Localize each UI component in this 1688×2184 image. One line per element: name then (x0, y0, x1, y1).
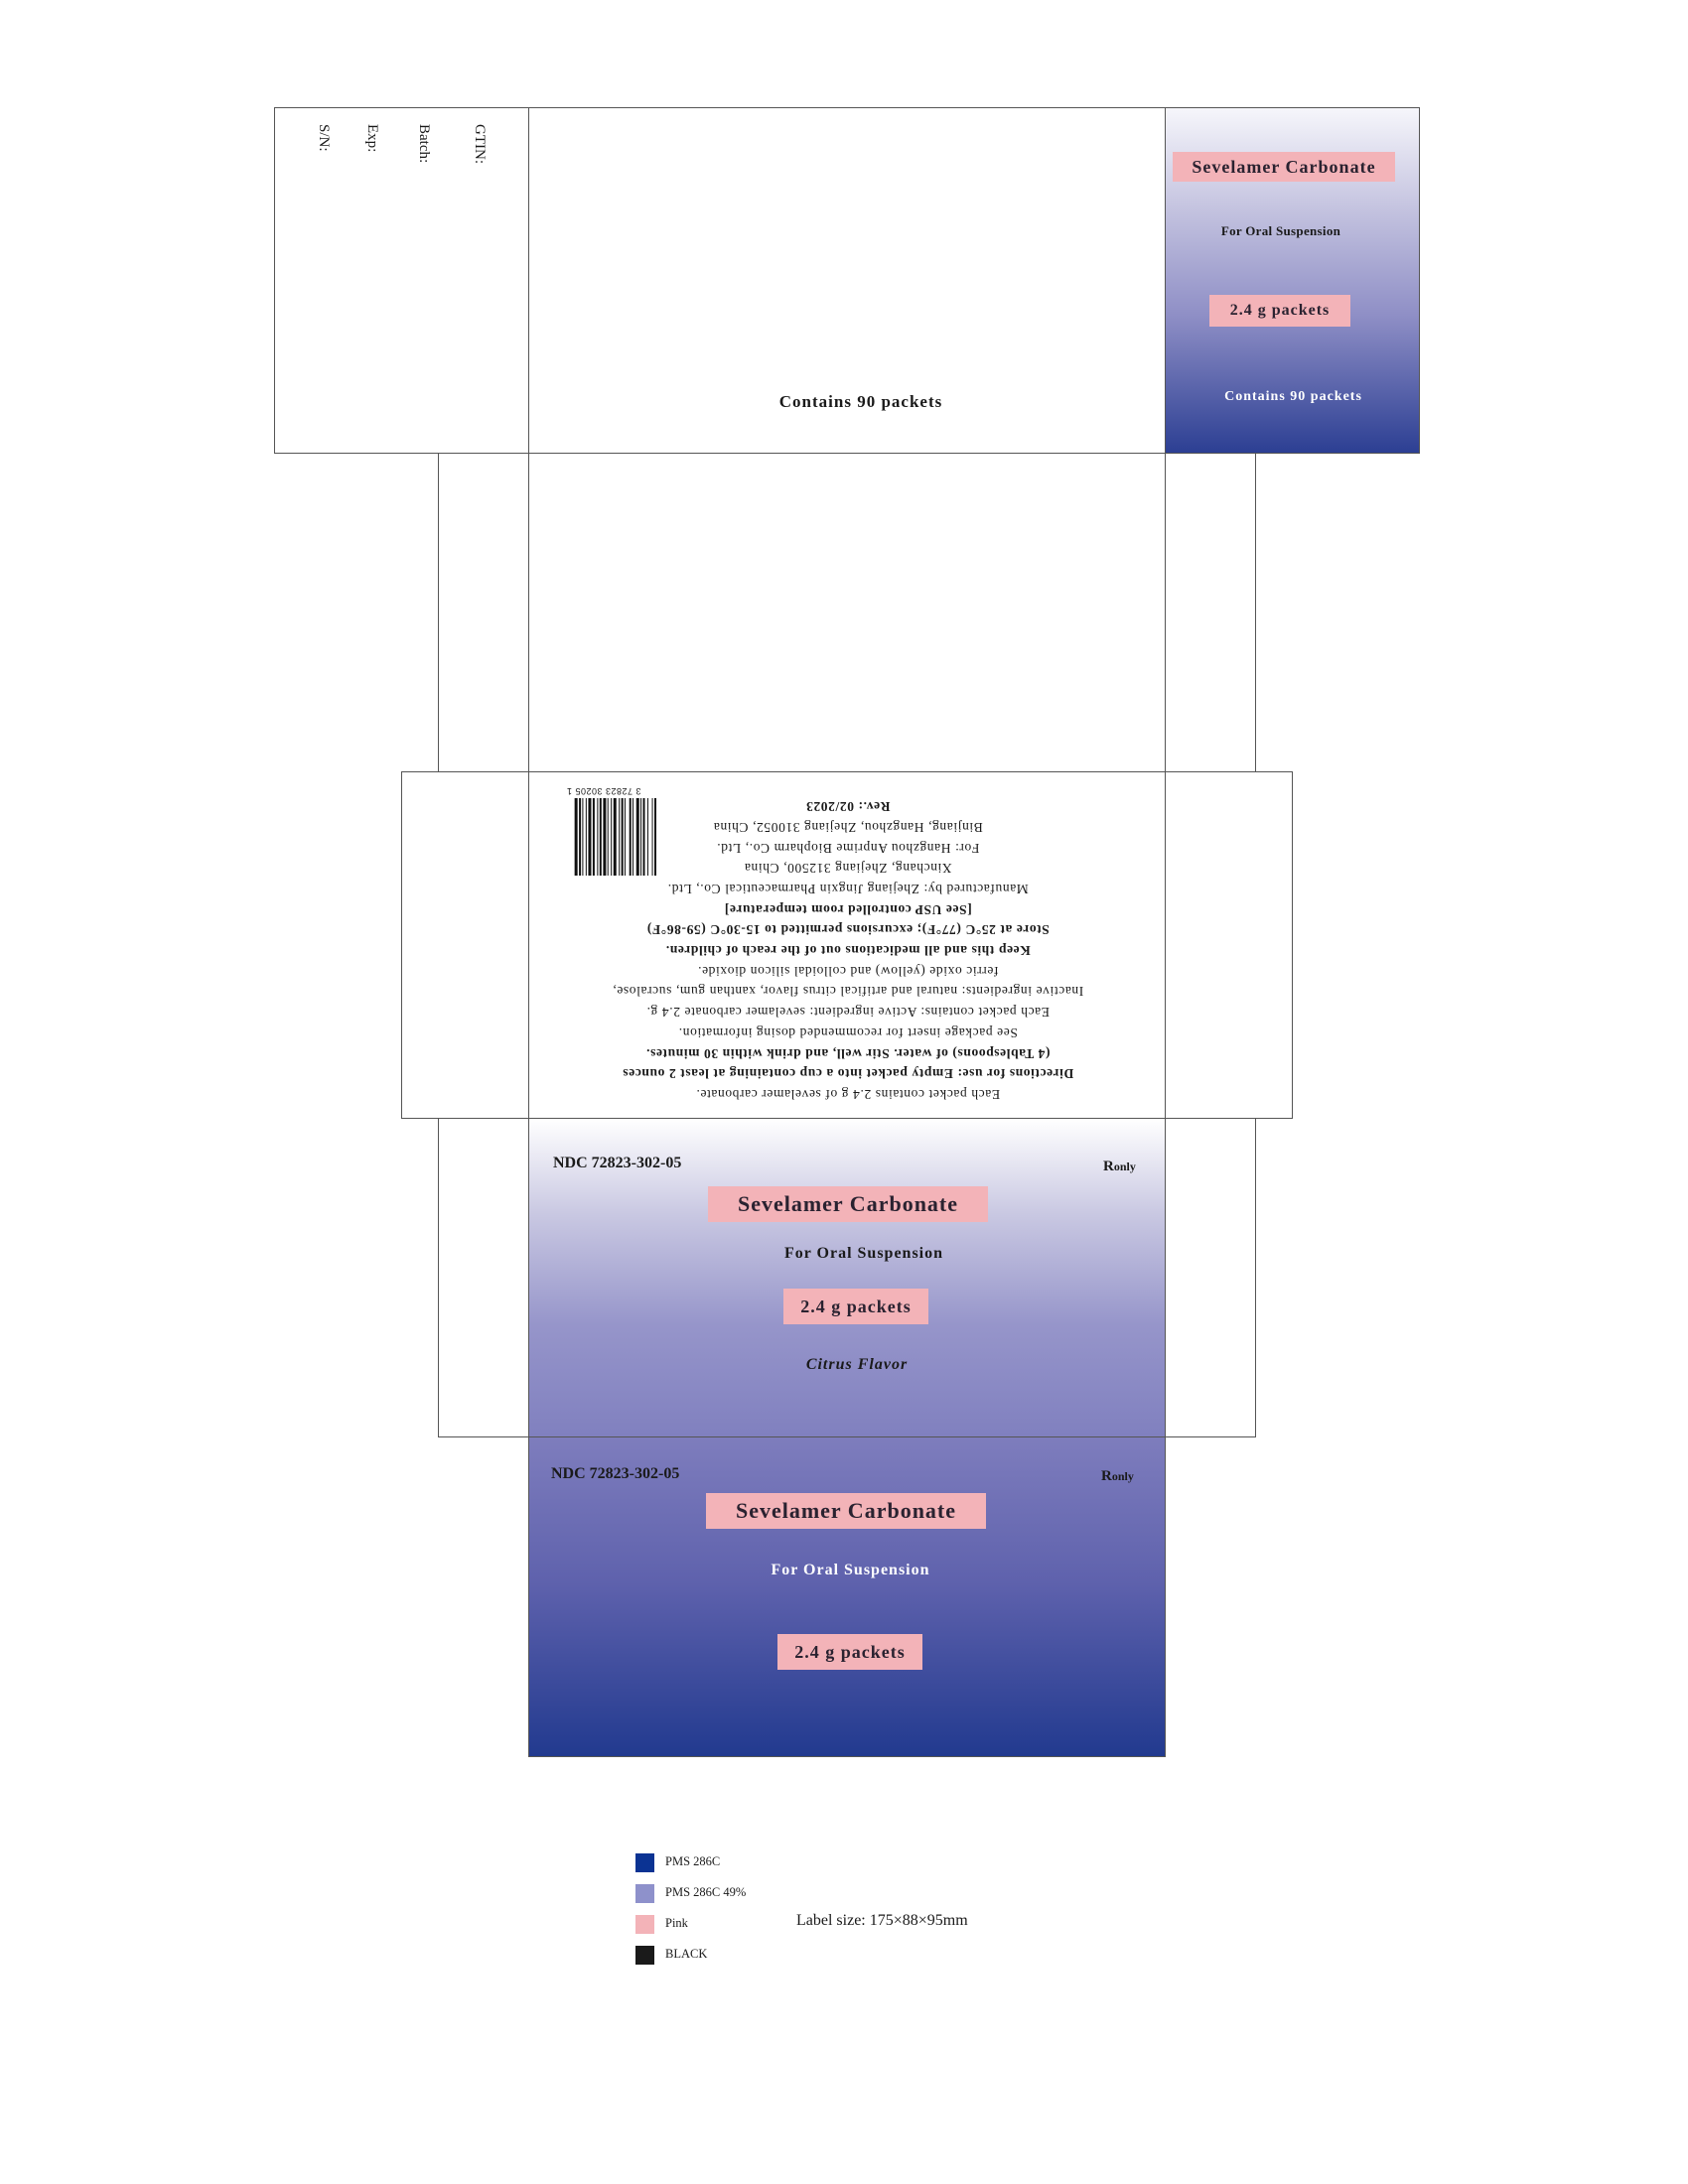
front-right-flap (1165, 1118, 1256, 1437)
back-line: Keep this and all medications out of the reach of children. (665, 943, 1031, 959)
exp-label: Exp: (364, 124, 380, 153)
front-panel (528, 1118, 1166, 1437)
back-line: Directions for use: Empty packet into a cup containing at least 2 ounces (622, 1066, 1074, 1082)
bottom-form-text: For Oral Suspension (771, 1562, 930, 1578)
bottom-product-name: Sevelamer Carbonate (706, 1493, 986, 1529)
front-product-name: Sevelamer Carbonate (708, 1186, 988, 1222)
swatch-label: PMS 286C 49% (665, 1885, 747, 1899)
back-right-flap (1165, 771, 1293, 1119)
front-left-flap (438, 1118, 529, 1437)
swatch-pink (635, 1915, 654, 1934)
bottom-panel (528, 1436, 1166, 1757)
label-size-text: Label size: 175×88×95mm (796, 1912, 968, 1929)
side-top-panel (1165, 107, 1420, 454)
barcode-digits: 3 72823 30205 1 (566, 786, 641, 796)
back-line: Xinchang, Zhejiang 312500, China (744, 861, 952, 877)
swatch-label: PMS 286C (665, 1854, 721, 1868)
info-flap-panel (274, 107, 529, 454)
bottom-strength-badge: 2.4 g packets (777, 1634, 922, 1670)
barcode-bars (551, 798, 656, 876)
side-strength-badge: 2.4 g packets (1209, 295, 1350, 327)
side-contains-text: Contains 90 packets (1224, 389, 1362, 404)
back-line: Binjiang, Hangzhou, Zhejiang 310052, China (713, 819, 983, 835)
back-line: Rev.: 02/2023 (805, 799, 891, 815)
back-line: Manufactured by: Zhejiang Jingxin Pharmaceutical Co., Ltd. (667, 881, 1029, 896)
swatch-pms286c-49 (635, 1884, 654, 1903)
rx-symbol-icon: R (1103, 1159, 1114, 1174)
back-line: Each packet contains 2.4 g of sevelamer carbonate. (695, 1087, 1001, 1102)
swatch-label: Pink (665, 1916, 688, 1930)
swatch-pms286c (635, 1853, 654, 1872)
batch-label: Batch: (416, 124, 432, 164)
top-panel (528, 107, 1166, 454)
front-ndc: NDC 72823-302-05 (553, 1155, 682, 1171)
barcode (541, 788, 656, 884)
swatch-label: BLACK (665, 1947, 708, 1961)
back-info-panel (528, 771, 1166, 1119)
top-contains-text: Contains 90 packets (778, 392, 943, 411)
back-line: See package insert for recommended dosing information. (678, 1024, 1018, 1040)
back-line: [See USP controlled room temperature] (724, 901, 972, 917)
upper-center-panel (528, 453, 1166, 772)
upper-left-flap (438, 453, 529, 772)
back-line: For: Hangzhou Anprime Biopharm Co., Ltd. (716, 840, 980, 856)
sn-label: S/N: (316, 124, 332, 152)
side-form-text: For Oral Suspension (1220, 223, 1341, 238)
gtin-label: GTIN: (472, 124, 488, 164)
back-line: Store at 25°C (77°F); excursions permitted to 15-30°C (59-86°F) (646, 922, 1050, 938)
swatch-black (635, 1946, 654, 1965)
bottom-ndc: NDC 72823-302-05 (551, 1465, 680, 1482)
side-product-name: Sevelamer Carbonate (1173, 152, 1395, 182)
front-rx-only: Ronly (1103, 1159, 1136, 1174)
bottom-rx-only: Ronly (1101, 1468, 1134, 1484)
back-line: Each packet contains: Active ingredient: sevelamer carbonate 2.4 g. (645, 1005, 1051, 1021)
front-strength-badge: 2.4 g packets (783, 1289, 928, 1324)
upper-right-flap (1165, 453, 1256, 772)
back-line: Inactive ingredients: natural and artifical citrus flavor, xanthan gum, sucralose, (612, 984, 1084, 1000)
rx-symbol-icon: R (1101, 1468, 1112, 1484)
back-line: ferric oxide (yellow) and colloidal silicon dioxide. (697, 963, 999, 979)
front-form-text: For Oral Suspension (783, 1245, 944, 1262)
back-text-block (529, 772, 1167, 1120)
back-left-flap (401, 771, 529, 1119)
front-flavor-text: Citrus Flavor (805, 1356, 909, 1373)
back-line: (4 Tablespoons) of water. Stir well, and drink within 30 minutes. (645, 1045, 1051, 1061)
